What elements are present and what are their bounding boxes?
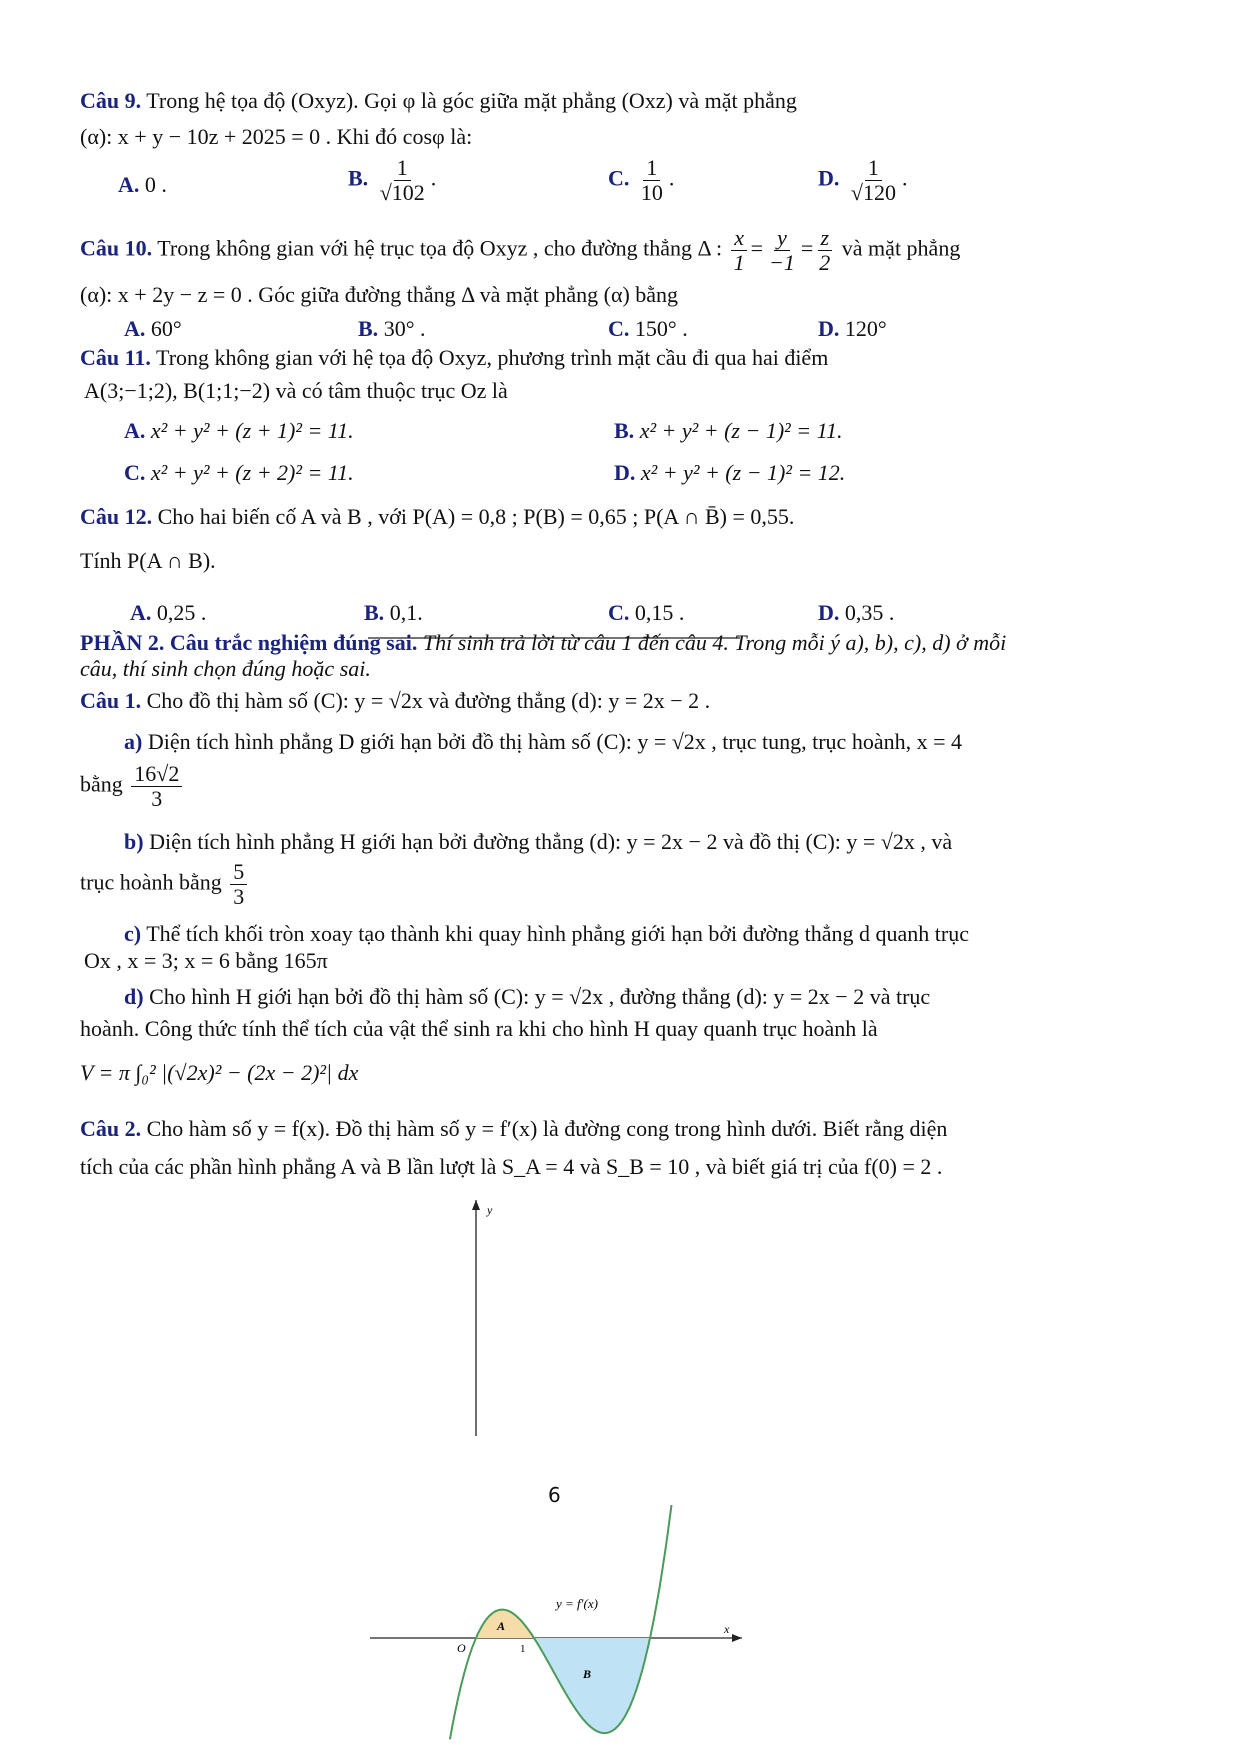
page-number: 6 <box>548 1483 561 1507</box>
y-axis-arrow-icon <box>472 1200 480 1210</box>
origin-label: O <box>457 1641 466 1655</box>
p2q1-c-line1: c) Thể tích khối tròn xoay tạo thành khi quay hình phẳng giới hạn bởi đường thẳng d quanh trục <box>124 921 969 946</box>
q12-option-d: D. 0,35 . <box>818 600 895 625</box>
q12-option-b: B. 0,1. <box>364 600 423 625</box>
p2q1-d-line2: hoành. Công thức tính thể tích của vật thể sinh ra khi cho hình H quay quanh trục hoành là <box>80 1016 878 1041</box>
q9-option-b-fraction: $\frac{1}{√102}$ <box>379 155 425 206</box>
q11-option-a: A. x² + y² + (z + 1)² = 11. <box>124 418 354 443</box>
q10-stem-line1: Câu 10. Trong không gian với hệ trục tọa độ Oxyz , cho đường thẳng Δ : $\frac{x}{1}$ = $\frac{y}{-1}$ = $\frac{z}{2}$ và mặt phẳng <box>80 225 961 276</box>
q11-label: Câu 11. <box>80 345 151 370</box>
region-a-label: A <box>497 1619 506 1633</box>
p2q1-b-fraction: $\frac{5}{3}$ <box>230 860 247 909</box>
q10-frac-z: $\frac{z}{2}$ <box>819 225 831 276</box>
p2q1-label: Câu 1. <box>80 688 142 713</box>
q10-stem-line2: (α): x + 2y − z = 0 . Góc giữa đường thẳng Δ và mặt phẳng (α) bằng <box>80 282 679 307</box>
p2q1-stem: Câu 1. Cho đồ thị hàm số (C): y = √2x và đường thẳng (d): y = 2x − 2 . <box>80 688 711 713</box>
p2q1-b-label: b) <box>124 829 144 854</box>
region-b-shade <box>534 1638 650 1733</box>
p2q2-stem-line2: tích của các phần hình phẳng A và B lần lượt là S_A = 4 và S_B = 10 , và biết giá trị của f(0) = 2 . <box>80 1154 943 1179</box>
q9-label: Câu 9. <box>80 88 142 113</box>
derivative-graph <box>364 1186 784 1681</box>
q9-stem-line2: (α): x + y − 10z + 2025 = 0 . Khi đó cosφ là: <box>80 124 473 149</box>
q11-stem-line2: A(3;−1;2), B(1;1;−2) và có tâm thuộc trục Oz là <box>84 378 508 403</box>
q11-option-d: D. x² + y² + (z − 1)² = 12. <box>614 460 846 485</box>
q9-stem-line1 <box>80 88 797 113</box>
q10-frac-y: $\frac{y}{-1}$ <box>769 225 795 276</box>
p2q1-d-line1: d) Cho hình H giới hạn bởi đồ thị hàm số (C): y = √2x , đường thẳng (d): y = 2x − 2 và trục <box>124 984 931 1009</box>
p2q1-c-label: c) <box>124 921 142 946</box>
y-axis-label: y <box>487 1203 493 1217</box>
curve-label: y = f′(x) <box>556 1596 598 1611</box>
p2q1-d-formula: V = π ∫₀² |(√2x)² − (2x − 2)²| dx <box>80 1060 359 1085</box>
q11-stem-line1: Câu 11. Trong không gian với hệ tọa độ Oxyz, phương trình mặt cầu đi qua hai điểm <box>80 345 829 370</box>
q11-option-b: B. x² + y² + (z − 1)² = 11. <box>614 418 843 443</box>
p2q1-a-fraction: $\frac{16√2}{3}$ <box>131 762 182 811</box>
q12-stem-line2: Tính P(A ∩ B). <box>80 548 216 573</box>
p2q1-a-line1: a) Diện tích hình phẳng D giới hạn bởi đồ thị hàm số (C): y = √2x , trục tung, trục hoành, x = 4 <box>124 729 962 754</box>
tick-1-label: 1 <box>520 1643 526 1655</box>
q9-text-line1: Trong hệ tọa độ (Oxyz). Gọi φ là góc giữa mặt phẳng (Oxz) và mặt phẳng <box>146 88 797 113</box>
p2q1-d-label: d) <box>124 984 144 1009</box>
q9-option-c: C. $\frac{1}{10}$ . <box>608 155 675 206</box>
q12-label: Câu 12. <box>80 504 153 529</box>
x-axis-label: x <box>724 1622 730 1636</box>
q9-option-c-fraction: $\frac{1}{10}$ <box>640 155 663 206</box>
p2q1-b-line1: b) Diện tích hình phẳng H giới hạn bởi đường thẳng (d): y = 2x − 2 và đồ thị (C): y = √2x , và <box>124 829 953 854</box>
part2-instruction-line2: câu, thí sinh chọn đúng hoặc sai. <box>80 656 371 681</box>
q12-stem-line1: Câu 12. Cho hai biến cố A và B , với P(A) = 0,8 ; P(B) = 0,65 ; P(A ∩ B̄) = 0,55. <box>80 504 795 529</box>
q12-option-c: C. 0,15 . <box>608 600 685 625</box>
q11-option-c: C. x² + y² + (z + 2)² = 11. <box>124 460 354 485</box>
q9-option-b: B. $\frac{1}{√102}$ . <box>348 155 437 206</box>
derivative-curve <box>450 1505 672 1739</box>
q10-option-c: C. 150° . <box>608 316 688 341</box>
q9-option-a: A. 0 . <box>118 172 167 197</box>
p2q2-label: Câu 2. <box>80 1116 142 1141</box>
part2-instruction: Thí sinh trả lời từ câu 1 đến câu 4. Trong mỗi ý a), b), c), d) ở mỗi <box>422 630 1007 655</box>
p2q2-stem-line1: Câu 2. Cho hàm số y = f(x). Đồ thị hàm số y = f′(x) là đường cong trong hình dưới. Biết rằng diện <box>80 1116 948 1141</box>
q10-option-a: A. 60° <box>124 316 182 341</box>
p2q1-b-line2: trục hoành bằng $\frac{5}{3}$ <box>80 860 250 909</box>
q10-option-d: D. 120° <box>818 316 887 341</box>
part2-heading <box>80 630 1006 655</box>
x-axis-arrow-icon <box>732 1634 742 1642</box>
q9-option-d: D. $\frac{1}{√120}$ . <box>818 155 908 206</box>
part2-title: PHẦN 2. Câu trắc nghiệm đúng sai. <box>80 630 418 655</box>
region-b-label: B <box>583 1667 592 1681</box>
q12-option-a: A. 0,25 . <box>130 600 207 625</box>
q10-label: Câu 10. <box>80 235 153 261</box>
p2q1-a-label: a) <box>124 729 143 754</box>
q10-frac-x: $\frac{x}{1}$ <box>731 226 748 275</box>
p2q1-a-line2: bằng $\frac{16√2}{3}$ <box>80 762 185 811</box>
q10-option-b: B. 30° . <box>358 316 426 341</box>
q9-option-d-fraction: $\frac{1}{√120}$ <box>850 155 896 206</box>
p2q1-c-line2: Ox , x = 3; x = 6 bằng 165π <box>84 948 328 973</box>
